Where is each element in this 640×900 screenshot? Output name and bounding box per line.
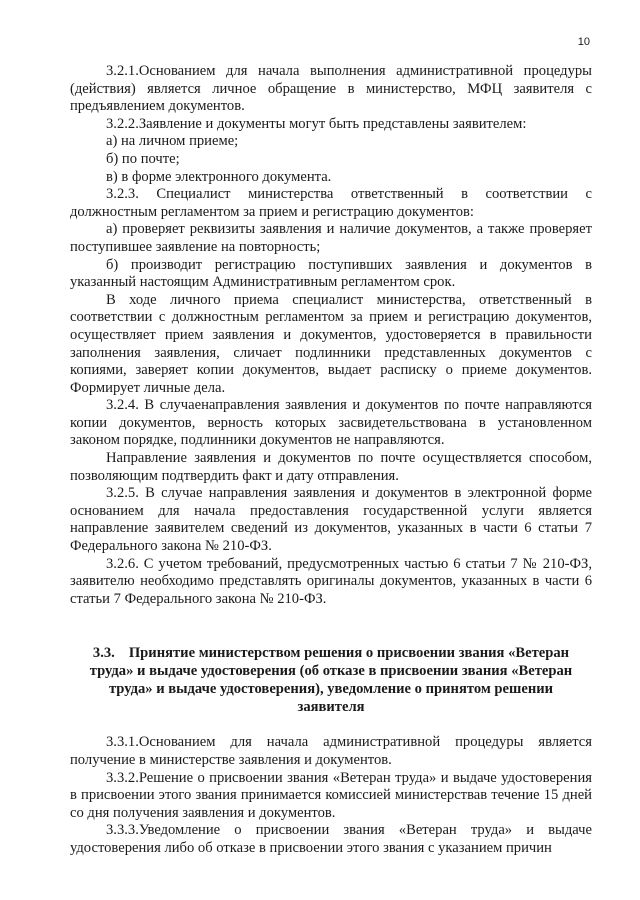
paragraph-3-2-3-b: б) производит регистрацию поступивших заявления и документов в указанный настоящим Административным регламентом срок. bbox=[70, 256, 592, 291]
spacer bbox=[70, 608, 592, 626]
list-item-b: б) по почте; bbox=[106, 150, 180, 167]
paragraph-3-2-3: 3.2.3. Специалист министерства ответственный в соответствии с должностным регламентом за прием и регистрацию документов: bbox=[70, 186, 592, 220]
paragraph-3-2-1: 3.2.1.Основанием для начала выполнения административной процедуры (действия) является личное обращение в министерство, МФЦ заявителя с предъявлением документов. bbox=[70, 63, 592, 115]
section-heading-3-3 bbox=[70, 644, 592, 716]
paragraph-3-3-3: 3.3.3.Уведомление о присвоении звания «Ветеран труда» и выдаче удостоверения либо об отказе в присвоении этого звания с указанием причин bbox=[70, 822, 592, 856]
paragraph-personal-reception: В ходе личного приема специалист министерства, ответственный в соответствии с должностным регламентом за прием и регистрацию документов, осуществляет прием заявления и документов, удостоверяется в правильности заполнения заявления, сличает подлинники представленных документов с копиями, заверяет копии документов, выдает расписку о приеме документов. Формирует личные дела. bbox=[70, 291, 592, 396]
paragraph-3-2-3-a: а) проверяет реквизиты заявления и наличие документов, а также проверяет поступившее заявление на повторность; bbox=[70, 221, 592, 255]
list-item-a: а) на личном приеме; bbox=[106, 133, 239, 150]
paragraph-3-2-6: 3.2.6. С учетом требований, предусмотренных частью 6 статьи 7 № 210-ФЗ, заявителю необходимо представлять оригиналы документов, указанных в части 6 статьи 7 Федерального закона № 210-ФЗ. bbox=[70, 555, 592, 607]
document-body bbox=[70, 63, 592, 858]
section-title: Принятие министерством решения о присвоении звания «Ветеран труда» и выдаче удостоверения (об отказе в присвоении звания «Ветеран труда» и выдаче удостоверения), уведомление о принятом решении заявителя bbox=[89, 645, 573, 716]
spacer bbox=[70, 716, 592, 734]
paragraph-3-2-4: 3.2.4. В случаенаправления заявления и документов по почте направляются копии документов, верность которых засвидетельствована в установленном законом порядке, подлинники документов не направляются. bbox=[70, 397, 592, 449]
paragraph-3-2-5: 3.2.5. В случае направления заявления и документов в электронной форме основанием для начала предоставления государственной услуги является направление заявителем сведений из документов, указанных в части 6 статьи 7 Федерального закона № 210-ФЗ. bbox=[70, 485, 592, 555]
paragraph-3-3-2: 3.3.2.Решение о присвоении звания «Ветеран труда» и выдаче удостоверения в присвоении этого звания принимается комиссией министерствав течение 15 дней со дня получения заявления и документов. bbox=[70, 769, 592, 821]
list-item-c: в) в форме электронного документа. bbox=[106, 168, 332, 185]
section-3-3 bbox=[70, 734, 592, 857]
section-3-2 bbox=[70, 63, 592, 608]
section-number: 3.3. bbox=[92, 645, 115, 662]
page-number: 10 bbox=[577, 36, 590, 48]
paragraph-mail-sending: Направление заявления и документов по почте осуществляется способом, позволяющим подтвердить факт и дату отправления. bbox=[70, 450, 592, 484]
paragraph-3-2-2: 3.2.2.Заявление и документы могут быть представлены заявителем: bbox=[106, 115, 527, 132]
paragraph-3-3-1: 3.3.1.Основанием для начала административной процедуры является получение в министерстве заявления и документов. bbox=[70, 734, 592, 768]
spacer bbox=[70, 626, 592, 644]
